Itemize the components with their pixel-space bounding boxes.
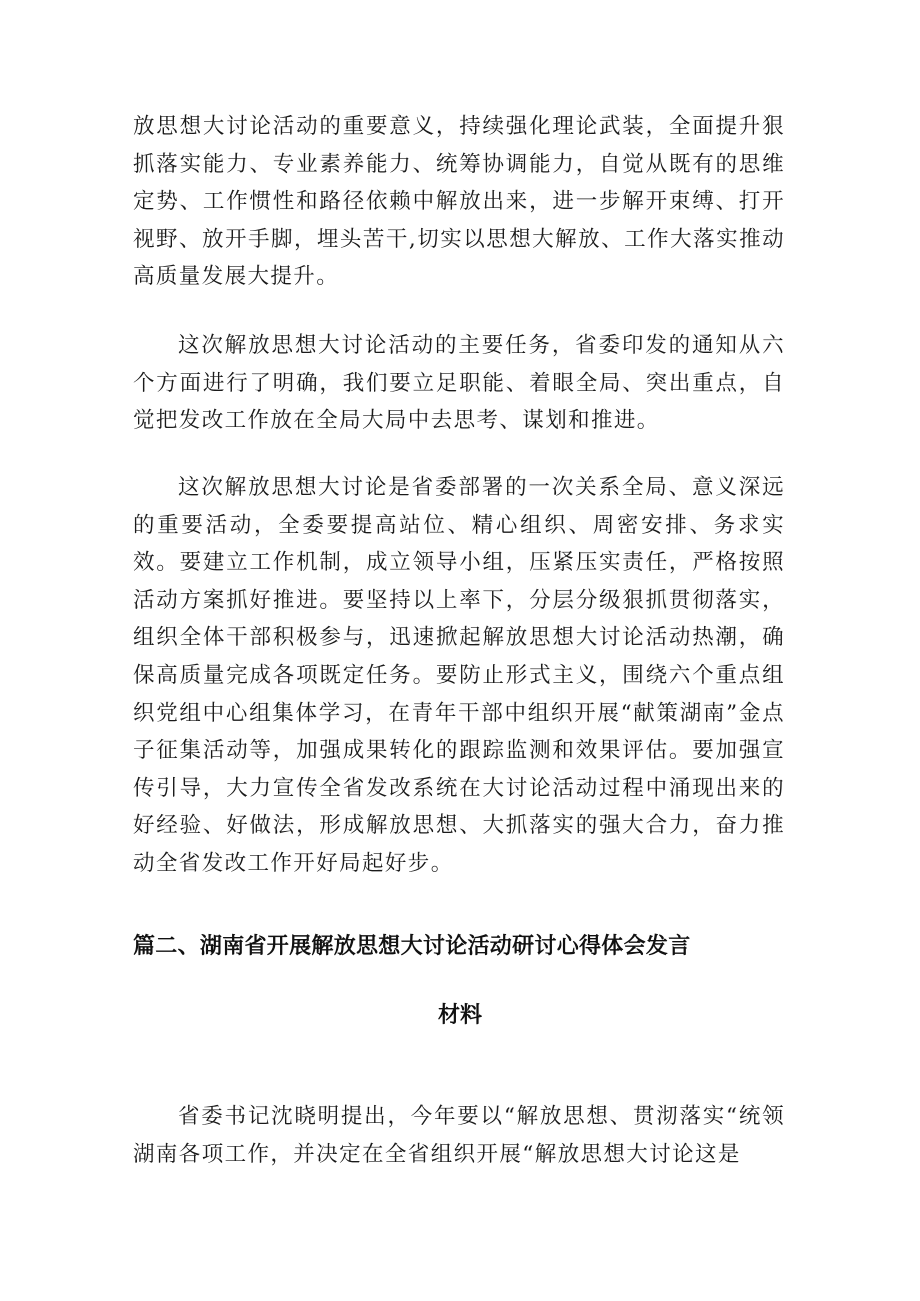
- body-paragraph-2: 这次解放思想大讨论活动的主要任务，省委印发的通知从六个方面进行了明确，我们要立足职能、着眼全局、突出重点，自觉把发改工作放在全局大局中去思考、谋划和推进。: [133, 333, 785, 434]
- body-paragraph-3: 这次解放思想大讨论是省委部署的一次关系全局、意义深远的重要活动，全委要提高站位、精心组织、周密安排、务求实效。要建立工作机制，成立领导小组，压紧压实责任，严格按照活动方案抓好推进。要坚持以上率下，分层分级狠抓贯彻落实，组织全体干部积极参与，迅速掀起解放思想大讨论活动热潮，确保高质量完成各项既定任务。要防止形式主义，围绕六个重点组织党组中心组集体学习，在青年干部中组织开展“献策湖南”金点子征集活动等，加强成果转化的跟踪监测和效果评估。要加强宣传引导，大力宣传全省发改系统在大讨论活动过程中涌现出来的好经验、好做法，形成解放思想、大抓落实的强大合力，奋力推动全省发改工作开好局起好步。: [133, 475, 785, 876]
- body-paragraph-4: 省委书记沈晓明提出，今年要以“解放思想、贯沏落实“统领湖南各项工作，并决定在全省组织开展“解放思想大讨论这是: [133, 1104, 785, 1167]
- section-heading-line-2: 材料: [437, 1003, 482, 1028]
- section-heading-line-1: 篇二、湖南省开展解放思想大讨论活动研讨心得体会发言: [133, 934, 691, 959]
- body-paragraph-1: 放思想大讨论活动的重要意义，持续强化理论武装，全面提升狠抓落实能力、专业素养能力、统筹协调能力，自觉从既有的思维定势、工作惯性和路径依赖中解放出来，进一步解开束缚、打开视野、放开手脚，埋头苦干,切实以思想大解放、工作大落实推动高质量发展大提升。: [133, 114, 785, 290]
